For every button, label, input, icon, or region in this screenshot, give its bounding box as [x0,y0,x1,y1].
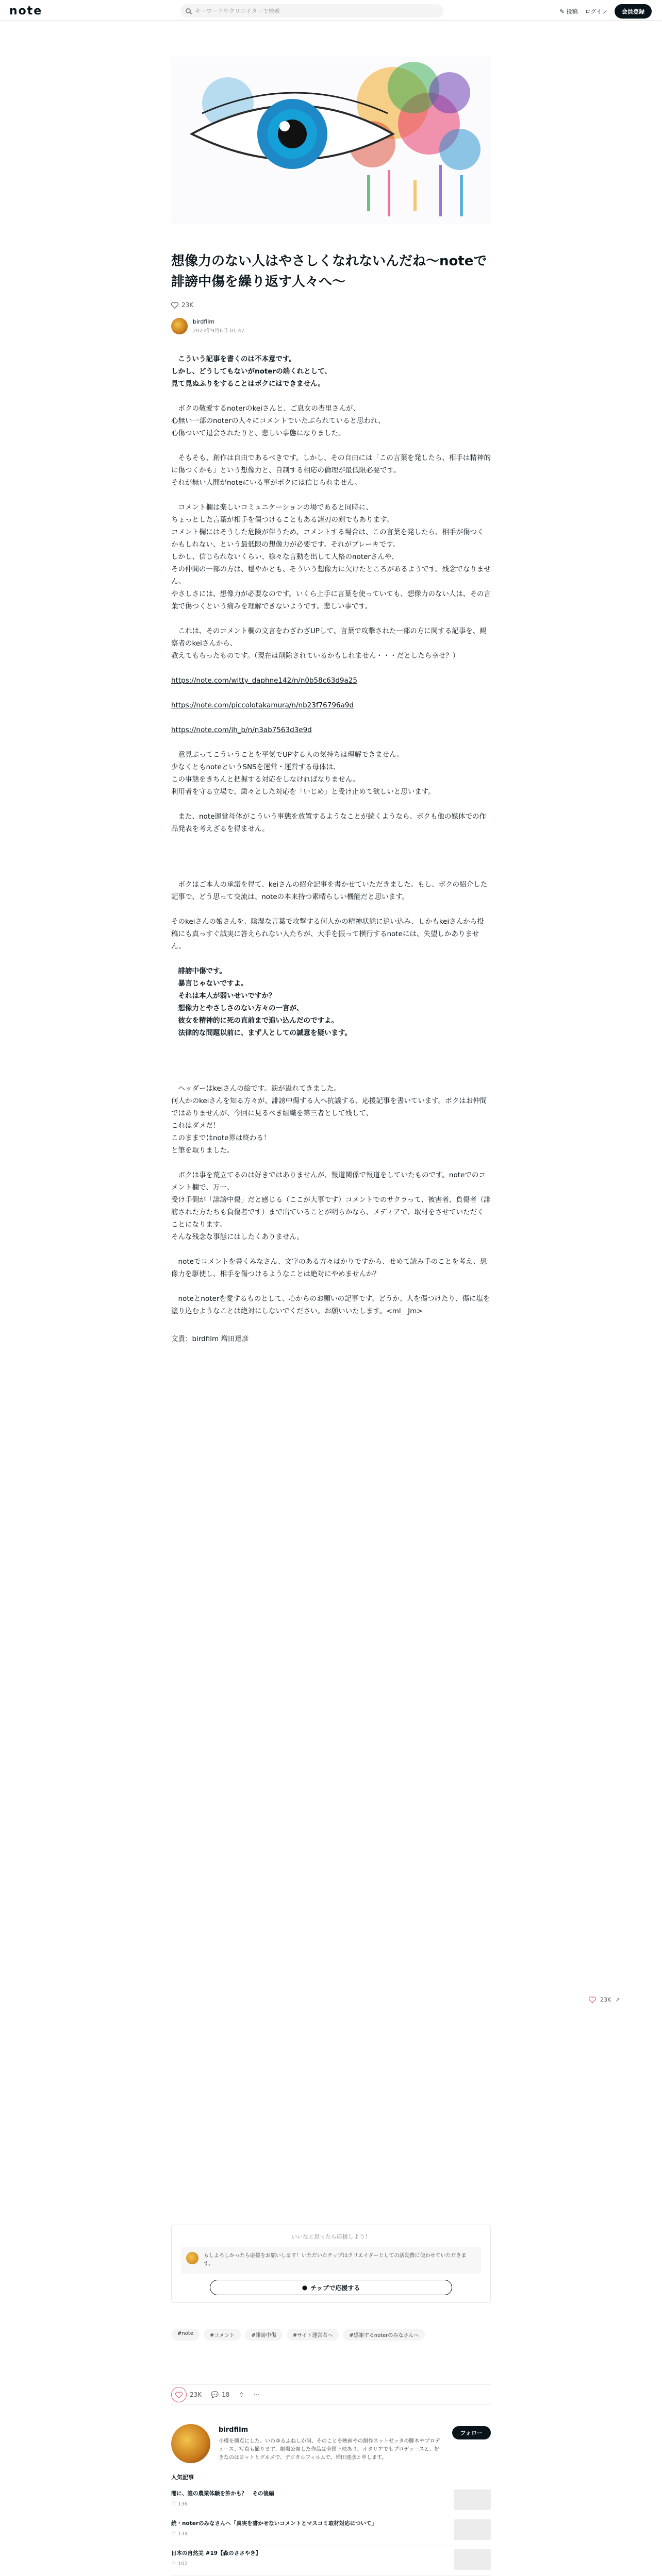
list-item[interactable] [171,2486,491,2516]
paragraph: そのkeiさんの娘さんを、陰湿な言葉で攻撃する何人かの精神状態に追い込み、しかもkeiさんから投稿にも真っすぐ誠実に答えられない人たちが、大手を振って横行するnoteには、失望しかありません。 [171,918,484,951]
support-lead: いいなと思ったら応援しよう！ [291,2233,371,2240]
support-message-text: もしよろしかったら応援をお願いします！いただいたチップはクリエイターとしての活動費に使わせていただきます。 [204,2253,467,2267]
paragraph: これは、そのコメント欄の文言をわざわざUPして、言葉で攻撃された一部の方に関する記事を、観察者のkeiさんから、 教えてもらったものです。（現在は削除されているかもしれません・・・だとしたら幸せ？） [171,627,487,660]
paragraph: noteとnoterを愛するものとして、心からのお願いの記事です。どうか、人を傷つけたり、傷に塩を塗り込むようなことは絶対にしないでください。お願いいたします。<ml＿Jm> [171,1295,490,1315]
popular-likes [171,2531,491,2537]
paragraph: noteでコメントを書くみなさん、文字のある方々はかりですから、せめて読み手のことを考え、想像力を駆使し、相手を傷つけるようなことは絶対にやめませんか？ [171,1258,487,1278]
creator-name[interactable]: birdfilm [219,2426,249,2434]
heart-icon [171,2387,187,2402]
header-image [171,57,491,224]
paragraph: そもそも、創作は自由であるべきです。しかし、その自由には「この言葉を発したら、相手は精神的に傷つくかも」という想像力と、自制する相応の倫理が最低限必要です。 それが無い人間がnoteにいる事がボクには信じられません。 [171,454,491,487]
note-logo[interactable]: note [9,5,43,18]
paragraph-emphasis: 誹謗中傷です。 暴言じゃないですよ。 それは本人が弱いせいですか？ 想像力とやさしさのない方々の一言が、 彼女を精神的に死の直前まで追い込んだのですよ。 法律的な問題以前に、まず人としての誠意を疑います。 [178,967,352,1037]
more-button[interactable] [253,2391,259,2398]
thumbnail [454,2489,491,2510]
more-icon: ⋯ [253,2391,260,2398]
article-actions [171,2384,491,2405]
search-placeholder: キーワードやクリエイターで検索 [195,8,280,14]
paragraph: 意見ぶってこういうことを平気でUPする人の気持ちは理解できません。 少なくともnoteというSNSを運営・運営する母体は、 この事態をきちんと把握する対応をしなければなりません。 利用者を守る立場で、粛々とした対応を「いじめ」と受け止めて欲しいと思います。 [171,751,435,796]
popular-like-count: 134 [177,2531,188,2537]
avatar[interactable] [171,2424,210,2463]
list-item[interactable] [171,2546,491,2576]
search-input[interactable] [180,4,443,18]
share-icon: ⇧ [239,2391,244,2398]
signature: 文責：birdfilm 増田達彦 [171,1335,249,1343]
popular-title: 日本の自然美 #19【森のささやき】 [171,2550,261,2556]
heart-icon [171,302,178,309]
post-button[interactable] [559,7,577,15]
heart-icon: ♡ [171,2531,176,2537]
thumbnail [454,2519,491,2540]
popular-like-count: 136 [177,2501,188,2507]
support-message [181,2247,481,2274]
comment-button[interactable] [211,2391,229,2398]
signup-button[interactable]: 会員登録 [615,4,652,19]
search-icon [186,8,191,13]
popular-like-count: 102 [177,2561,188,2567]
heart-icon: ♡ [171,2501,176,2507]
chip-support-button[interactable] [210,2280,452,2295]
paragraph: ボクの敬愛するnoterのkeiさんと、ご息女の杏里さんが、 心無い一部のnoterの人々にコメントでいたぶられていると思われ、 心傷ついて退会されたりと、悲しい事態になりました。 [171,404,385,437]
share-button[interactable] [239,2391,244,2398]
popular-likes [171,2561,491,2567]
publish-date: 2023年9月6日 01:47 [193,328,245,334]
popular-title: 続・noterのみなさんへ「真実を書かせないコメントとマスコミ取材対応について」 [171,2520,377,2527]
paragraph: また、note運営母体がこういう事態を放置するようなことが続くようなら、ボクも他の媒体での作品発表を考えざるを得ません。 [171,812,486,833]
list-item[interactable] [171,2516,491,2546]
side-like-button[interactable] [589,1996,620,2003]
popular-articles [171,2473,491,2576]
chip-support-label: チップで応援する [310,2284,360,2292]
chip-icon: ● [302,2284,308,2291]
support-box [171,2225,491,2303]
creator-bio: 小樽を拠点にした、いわゆるふねしか詞、そのことを映画やの創作ネットゼッタの脚本やプロデュース、写真も撮ります。劇場公開した作品は全国上映あり。イタリアでもプロデュースと、好きなのはヨットとグルメで、デジタルフィルムで、増田達彦と申します。 [219,2438,440,2461]
avatar[interactable] [171,318,188,334]
heart-icon: ♡ [171,2561,176,2567]
avatar [186,2252,198,2264]
comment-icon: 💬 [211,2391,219,2398]
login-link[interactable]: ログイン [585,8,607,15]
paragraph: ボクはご本人の承諾を得て、keiさんの紹介記事を書かせていただきました。もし、ボクの紹介した記事で、どう思って交流は、noteの本来持つ素晴らしい機能だと思います。 [171,880,488,901]
like-count: 23K [190,2391,202,2398]
author-name[interactable]: birdfilm [193,318,215,325]
author-info[interactable] [171,318,491,334]
article-title: 想像力のない人はやさしくなれないんだね〜noteで誹謗中傷を繰り返す人々へ〜 [171,253,487,290]
popular-likes [171,2501,491,2507]
post-label: 投稿 [566,8,578,15]
comment-count: 18 [222,2391,230,2398]
tag[interactable]: #誹謗中傷 [245,2329,282,2341]
share-icon[interactable]: ↗ [615,1996,620,2003]
like-summary[interactable] [171,301,491,309]
paragraph: ヘッダーはkeiさんの絵です。涙が溢れてきました。 何人かのkeiさんを知る方々が、誹謗中傷する人へ抗議する、応援記事を書いています。ボクはお仲間ではありませんが、今回に見るべき組織を第三者として残して、 これはダメだ！ このままではnote界は終わる！ と筆を取りました。 [171,1084,487,1155]
tag[interactable]: #note [171,2329,200,2341]
popular-heading: 人気記事 [171,2474,194,2481]
side-like-count: 23K [600,1996,611,2003]
tag[interactable]: #感謝するnoterのみなさんへ [343,2329,425,2341]
paragraph-intro: こういう記事を書くのは不本意です。 しかし、どうしてもないがnoterの端くれとして、 見て見ぬふりをすることはボクにはできません。 [171,355,332,388]
article [171,57,491,1345]
tag[interactable]: #コメント [204,2329,241,2341]
paragraph: コメント欄は楽しいコミュニケーションの場であると同時に、 ちょっとした言葉が相手を傷つけることもある諸刃の剣でもあります。 コメント欄にはそうした危険が伴うため、コメントする場合は、この言葉を発したら、相手が傷つくかもしれない、という最低限の想像力が必要です。それがブレーキです。 しかし、信じられないくらい、様々な言動を出して人格のnoterさんや、 その仲間の一部の方は、穏やかとも、そういう想像力に欠けたところがあるようです。残念でなりません。 やさしさには、想像力が必要なのです。いくら上手に言葉を使っていても、想像力のない人は、その言葉で傷つくという痛みを理解できないようです。悲しい事です。 [171,503,491,611]
like-count: 23K [181,301,194,309]
site-header [0,0,662,21]
article-body [171,353,491,1345]
article-link[interactable]: https://note.com/ih_b/n/n3ab7563d3e9d [171,726,312,734]
paragraph: ボクは事を荒立てるのは好きではありませんが、報道関係で報道をしていたものです。noteでのコメント欄で、万一、 受け手側が「誹謗中傷」だと感じる（ここが大事です）コメントでのサクラって、被害者、負傷者（誹謗された方たちも負傷者です）まで出ていることが明らかなら、メディアで、取材をさせていただくことになります。 そんな残念な事態にはしたくありません。 [171,1171,491,1241]
popular-title: 闇に、誰の農業体験を許かも？ その後編 [171,2490,274,2497]
article-link[interactable]: https://note.com/witty_daphne142/n/n0b58c63d9a25 [171,676,357,685]
pen-icon: ✎ [559,8,565,15]
tag[interactable]: #サイト運営者へ [287,2329,339,2341]
header-actions [559,4,652,19]
tag-list [171,2329,491,2341]
painted-eye-image [171,57,491,224]
follow-button[interactable]: フォロー [452,2426,491,2439]
heart-icon [589,1996,596,2003]
article-link[interactable]: https://note.com/piccolotakamura/n/nb23f76796a9d [171,701,354,709]
like-button[interactable] [171,2387,202,2402]
thumbnail [454,2549,491,2570]
